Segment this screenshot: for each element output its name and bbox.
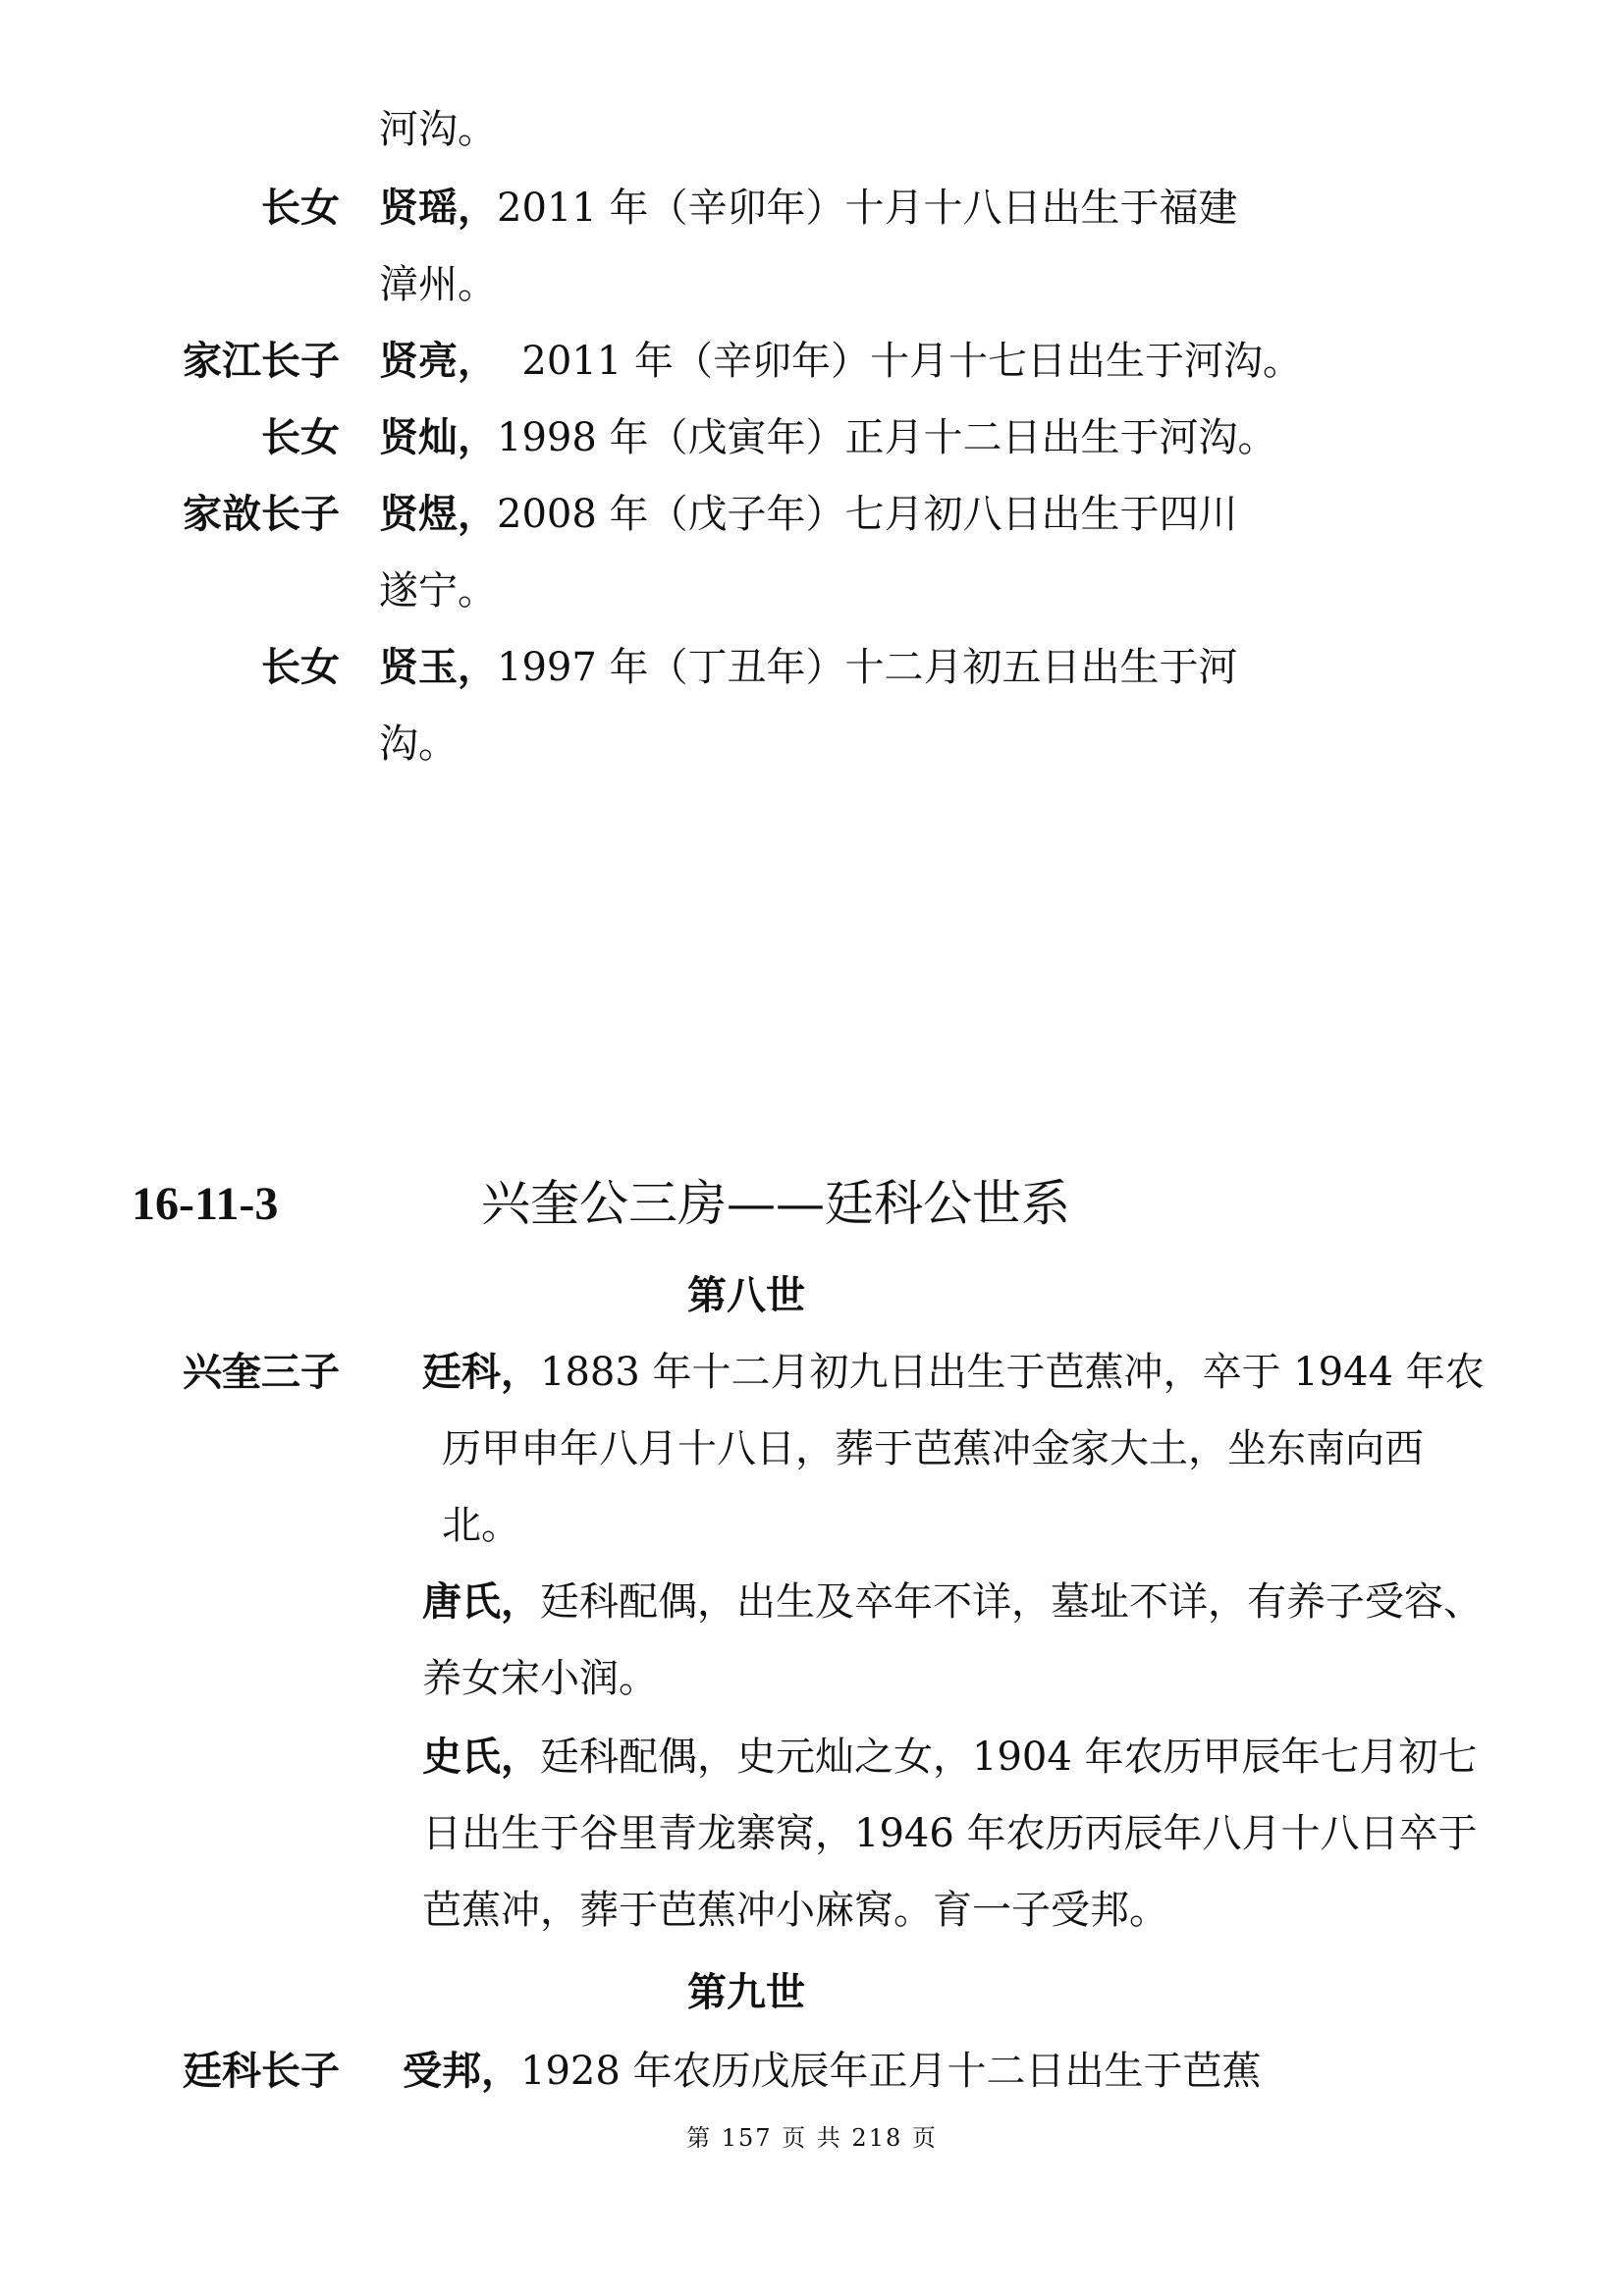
section-title: 兴奎公三房——廷科公世系 <box>481 1175 1070 1232</box>
generation-heading: 第八世 <box>687 1272 805 1318</box>
entry-continuation: 日出生于谷里青龙寨窝，1946 年农历丙辰年八月十八日卒于 <box>422 1811 1478 1856</box>
person-name: 受邦， <box>403 2048 520 2094</box>
entry-line <box>379 640 1238 695</box>
relation-label: 家敨长子 <box>183 491 340 537</box>
entry-line <box>422 1345 1485 1400</box>
entry-line <box>379 487 1238 542</box>
person-name: 廷科， <box>422 1349 540 1395</box>
section-number: 16-11-3 <box>132 1178 279 1230</box>
entry-continuation: 河沟。 <box>379 107 497 152</box>
page-number-footer: 第 157 页 共 218 页 <box>686 2124 938 2152</box>
entry-continuation: 养女宋小润。 <box>422 1656 658 1701</box>
entry-line <box>379 334 1302 389</box>
entry-text: 廷科配偶，出生及卒年不详，墓址不详，有养子受容、 <box>540 1579 1483 1625</box>
entry-text: 1928 年农历戊辰年正月十二日出生于芭蕉 <box>520 2049 1262 2094</box>
entry-text: 廷科配偶，史元灿之女，1904 年农历甲辰年七月初七 <box>540 1735 1478 1780</box>
relation-label: 长女 <box>261 185 340 231</box>
person-name: 贤玉， <box>379 644 497 690</box>
entry-text: 2011 年（辛卯年）十月十八日出生于福建 <box>497 186 1238 231</box>
entry-line <box>379 410 1277 465</box>
generation-heading: 第九世 <box>687 1969 805 2015</box>
relation-label: 长女 <box>261 414 340 460</box>
entry-continuation: 北。 <box>442 1503 520 1548</box>
entry-continuation: 漳州。 <box>379 262 497 307</box>
spouse-name: 唐氏， <box>422 1578 540 1625</box>
entry-text: 2011 年（辛卯年）十月十七日出生于河沟。 <box>497 339 1302 384</box>
entry-text: 1883 年十二月初九日出生于芭蕉冲，卒于 1944 年农 <box>540 1350 1485 1395</box>
entry-continuation: 遂宁。 <box>379 568 497 614</box>
spouse-name: 史氏， <box>422 1734 540 1780</box>
spouse-entry <box>422 1575 1483 1629</box>
relation-label: 长女 <box>261 644 340 690</box>
entry-line <box>379 181 1238 236</box>
person-name: 贤灿， <box>379 414 497 460</box>
spouse-entry <box>422 1730 1478 1785</box>
entry-text: 1997 年（丁丑年）十二月初五日出生于河 <box>497 645 1238 690</box>
entry-line <box>403 2044 1262 2099</box>
person-name: 贤煜， <box>379 491 497 537</box>
relation-label: 家江长子 <box>183 338 340 384</box>
relation-label: 兴奎三子 <box>183 1349 340 1395</box>
entry-continuation: 沟。 <box>379 721 458 767</box>
person-name: 贤瑶， <box>379 185 497 231</box>
entry-text: 1998 年（戊寅年）正月十二日出生于河沟。 <box>497 415 1277 460</box>
entry-continuation: 芭蕉冲，葬于芭蕉冲小麻窝。育一子受邦。 <box>422 1888 1168 1933</box>
relation-label: 廷科长子 <box>183 2048 340 2094</box>
person-name: 贤亮， <box>379 338 497 384</box>
entry-continuation: 历甲申年八月十八日，葬于芭蕉冲金家大土，坐东南向西 <box>442 1426 1424 1471</box>
entry-text: 2008 年（戊子年）七月初八日出生于四川 <box>497 492 1238 537</box>
